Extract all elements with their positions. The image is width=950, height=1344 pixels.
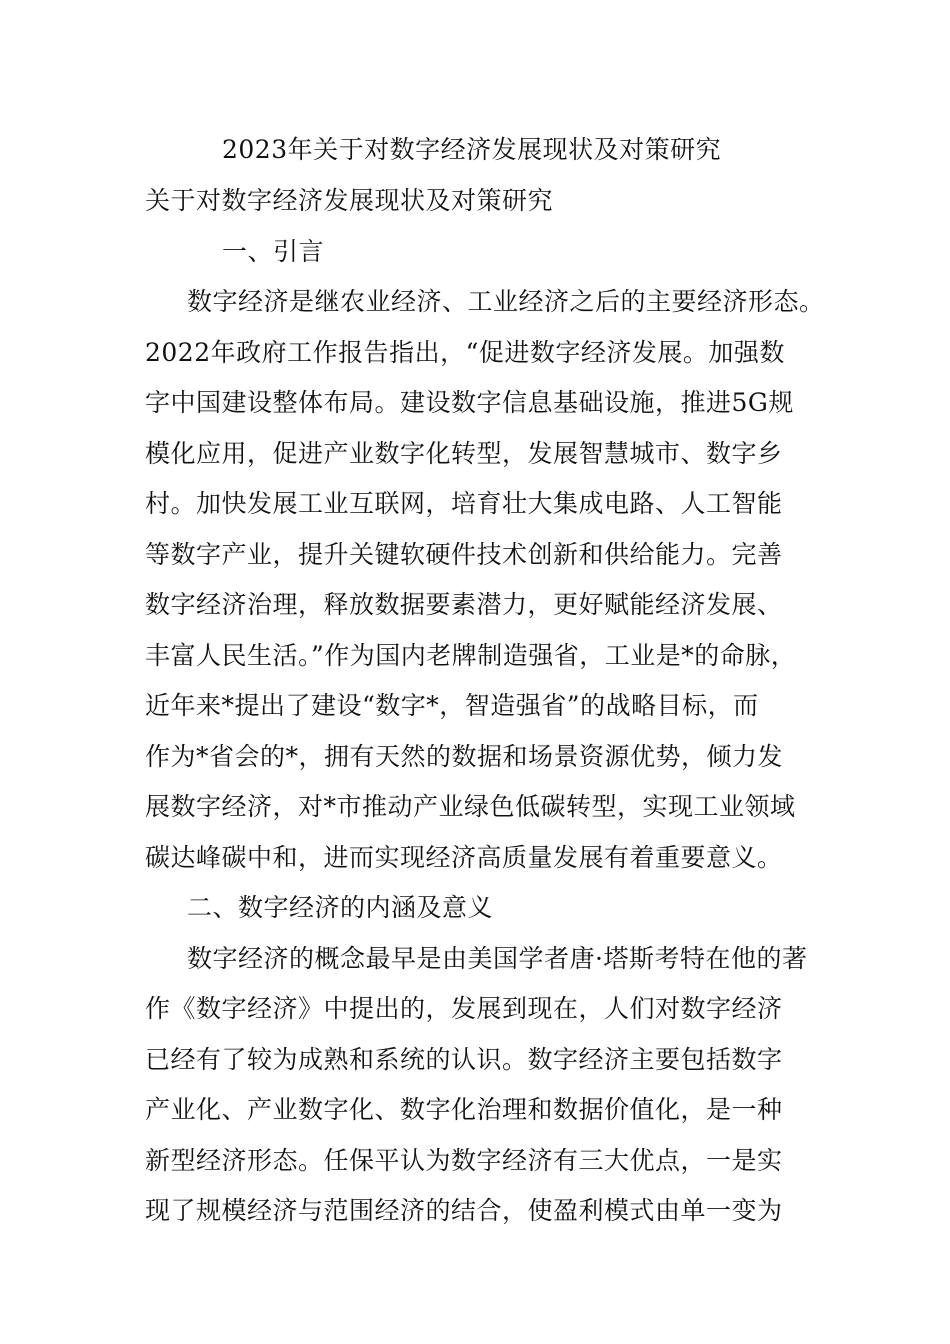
paragraph-line: 数字经济是继农业经济、工业经济之后的主要经济形态。 — [187, 287, 825, 316]
paragraph-line: 字中国建设整体布局。建设数字信息基础设施，推进5G规 — [145, 388, 794, 417]
paragraph-line: 新型经济形态。任保平认为数字经济有三大优点，一是实 — [145, 1146, 783, 1175]
paragraph-line: 展数字经济，对*市推动产业绿色低碳转型，实现工业领域 — [145, 792, 796, 821]
paragraph-line: 产业化、产业数字化、数字化治理和数据价值化，是一种 — [145, 1095, 783, 1124]
paragraph-line: 已经有了较为成熟和系统的认识。数字经济主要包括数字 — [145, 1045, 783, 1074]
paragraph-line: 现了规模经济与范围经济的结合，使盈利模式由单一变为 — [145, 1196, 783, 1225]
paragraph-line: 数字经济的概念最早是由美国学者唐·塔斯考特在他的著 — [187, 944, 808, 973]
paragraph-line: 村。加快发展工业互联网，培育壮大集成电路、人工智能 — [145, 489, 783, 518]
document-title: 2023年关于对数字经济发展现状及对策研究 — [222, 135, 722, 164]
paragraph-line: 近年来*提出了建设“数字*，智造强省”的战略目标，而 — [145, 691, 759, 720]
paragraph-line: 作《数字经济》中提出的，发展到现在，人们对数字经济 — [145, 994, 783, 1023]
paragraph-line: 数字经济治理，释放数据要素潜力，更好赋能经济发展、 — [145, 590, 783, 619]
section-heading-introduction: 一、引言 — [222, 237, 325, 266]
paragraph-line: 等数字产业，提升关键软硬件技术创新和供给能力。完善 — [145, 540, 783, 569]
section-heading-definition: 二、数字经济的内涵及意义 — [187, 893, 494, 922]
document-subtitle: 关于对数字经济发展现状及对策研究 — [145, 186, 554, 215]
paragraph-line: 作为*省会的*，拥有天然的数据和场景资源优势，倾力发 — [145, 742, 784, 771]
paragraph-line: 2022年政府工作报告指出，“促进数字经济发展。加强数 — [145, 338, 785, 367]
paragraph-line: 丰富人民生活。”作为国内老牌制造强省，工业是*的命脉， — [145, 641, 797, 670]
paragraph-line: 碳达峰碳中和，进而实现经济高质量发展有着重要意义。 — [145, 843, 783, 872]
paragraph-line: 模化应用，促进产业数字化转型，发展智慧城市、数字乡 — [145, 439, 783, 468]
